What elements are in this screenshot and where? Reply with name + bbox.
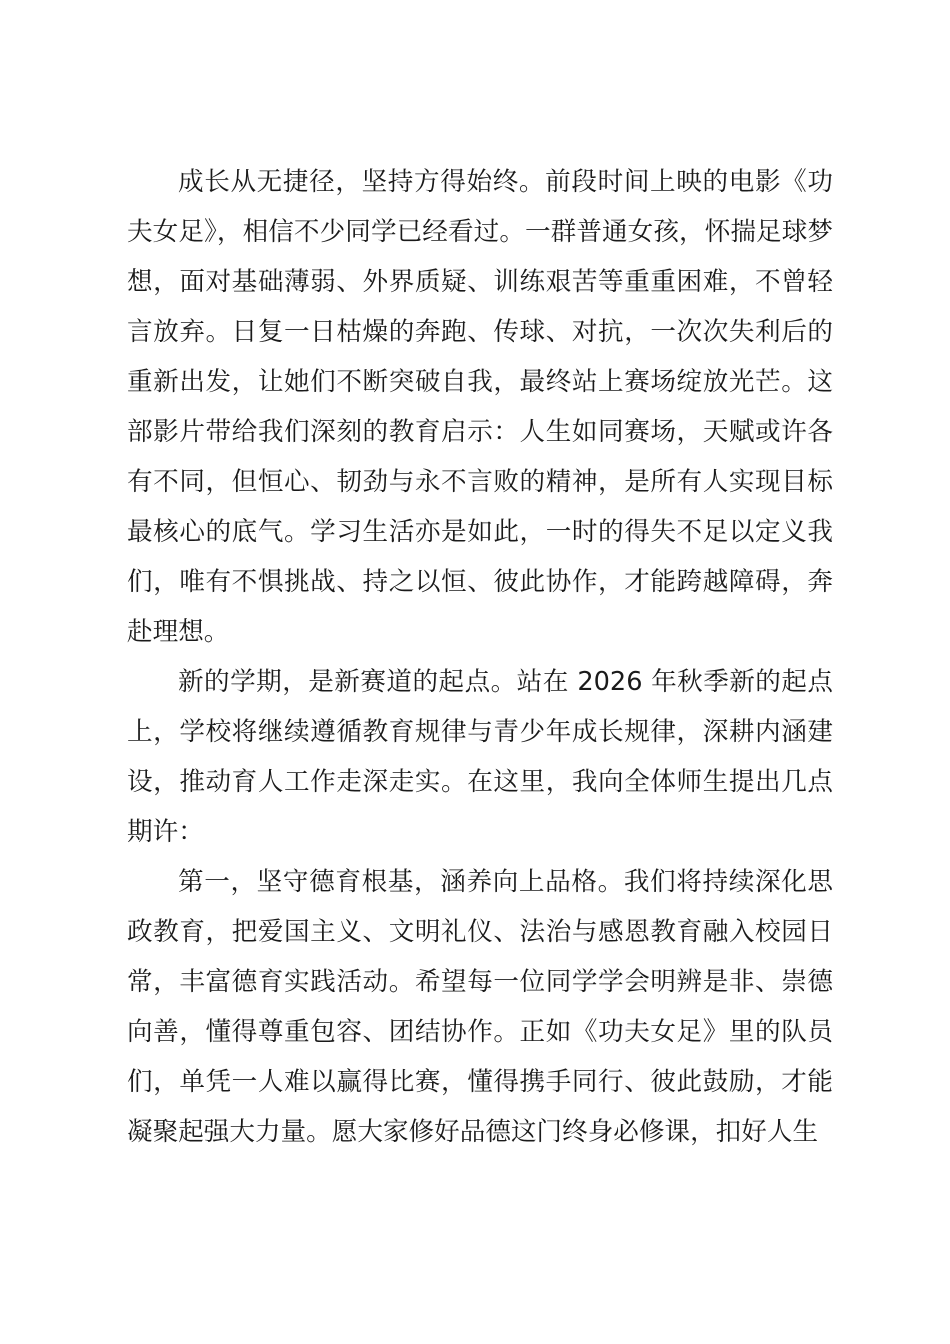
document-body [127,157,833,1157]
paragraph-3: 第一，坚守德育根基，涵养向上品格。我们将持续深化思政教育，把爱国主义、文明礼仪、法治与感恩教育融入校园日常，丰富德育实践活动。希望每一位同学学会明辨是非、崇德向善，懂得尊重包容、团结协作。正如《功夫女足》里的队员们，单凭一人难以赢得比赛，懂得携手同行、彼此鼓励，才能凝聚起强大力量。愿大家修好品德这门终身必修课，扣好人生 [127,867,833,1147]
paragraph-2: 新的学期，是新赛道的起点。站在 2026 年秋季新的起点上，学校将继续遵循教育规律与青少年成长规律，深耕内涵建设，推动育人工作走深走实。在这里，我向全体师生提出几点期许： [127,667,833,847]
paragraph-1: 成长从无捷径，坚持方得始终。前段时间上映的电影《功夫女足》，相信不少同学已经看过。一群普通女孩，怀揣足球梦想，面对基础薄弱、外界质疑、训练艰苦等重重困难，不曾轻言放弃。日复一日枯燥的奔跑、传球、对抗，一次次失利后的重新出发，让她们不断突破自我，最终站上赛场绽放光芒。这部影片带给我们深刻的教育启示：人生如同赛场，天赋或许各有不同，但恒心、韧劲与永不言败的精神，是所有人实现目标最核心的底气。学习生活亦是如此，一时的得失不足以定义我们，唯有不惧挑战、持之以恒、彼此协作，才能跨越障碍，奔赴理想。 [127,167,833,647]
